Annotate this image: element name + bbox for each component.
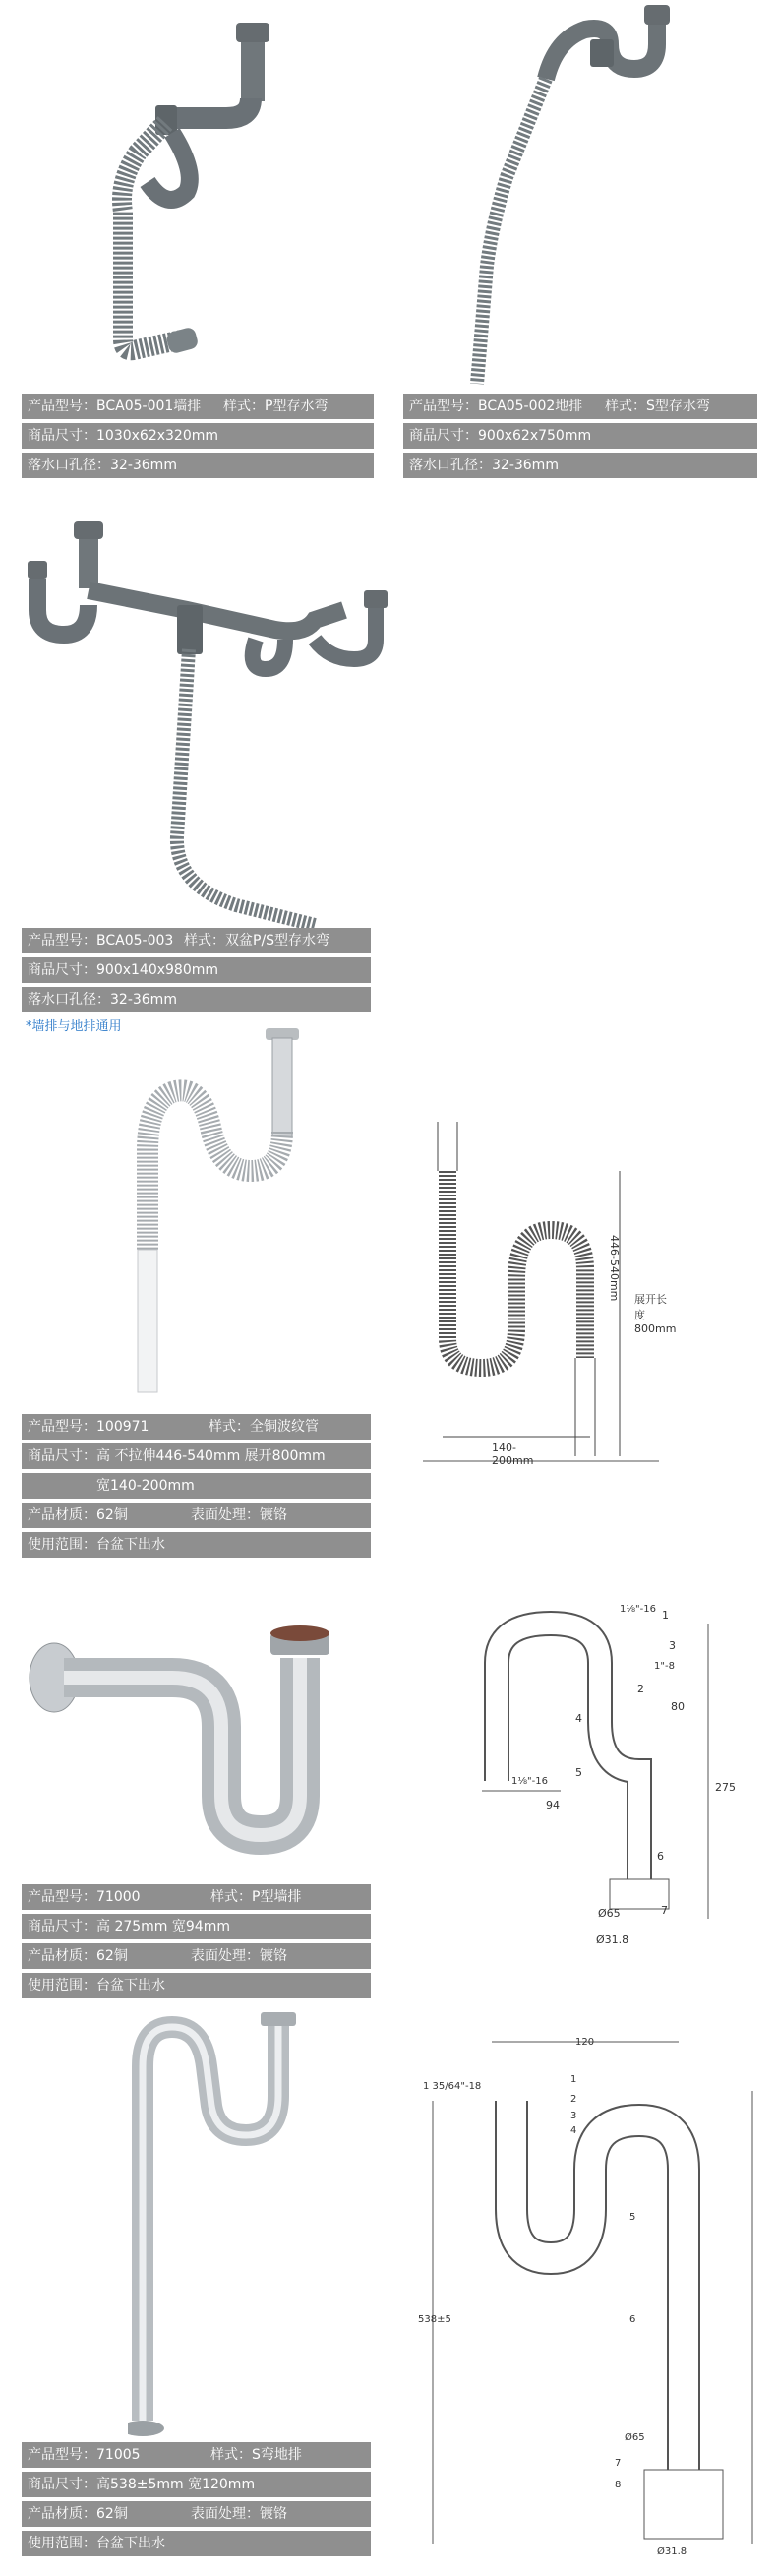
dim-top: 120 bbox=[575, 2037, 595, 2048]
corrugated-copper-pipe-image bbox=[133, 1023, 310, 1397]
callout-1: 1 bbox=[570, 2074, 577, 2085]
spec-row: 商品尺寸：900x62x750mm bbox=[403, 423, 757, 449]
double-basin-trap-image bbox=[20, 512, 393, 935]
p-trap-technical-drawing bbox=[462, 1604, 728, 1929]
dim-65: Ø65 bbox=[598, 1907, 621, 1920]
spec-row: 宽140-200mm bbox=[22, 1473, 371, 1499]
spec-row: 产品型号：BCA05-002地排 样式：S型存水弯 bbox=[403, 394, 757, 419]
dim-31: Ø31.8 bbox=[596, 1933, 629, 1946]
spec-row: 商品尺寸：高538±5mm 宽120mm bbox=[22, 2472, 371, 2497]
spec-row: 产品材质：62铜 表面处理：镀铬 bbox=[22, 2501, 371, 2527]
callout-7: 7 bbox=[615, 2458, 622, 2469]
spec-row: 产品型号：71005 样式：S弯地排 bbox=[22, 2442, 371, 2468]
callout-6: 6 bbox=[629, 2314, 636, 2325]
corrugated-pipe-drawing bbox=[423, 1112, 659, 1466]
dim-diameter: Ø31.8 bbox=[657, 2546, 687, 2557]
product-1 bbox=[0, 0, 374, 484]
spec-row: 产品材质：62铜 表面处理：镀铬 bbox=[22, 1503, 371, 1528]
spec-row: 落水口孔径：32-36mm bbox=[403, 453, 757, 478]
spec-row: 落水口孔径：32-36mm bbox=[22, 987, 371, 1012]
dim-80: 80 bbox=[671, 1700, 685, 1713]
thread-label-3: 1"-8 bbox=[654, 1661, 675, 1672]
spec-row: 产品型号：BCA05-001墙排 样式：P型存水弯 bbox=[22, 394, 374, 419]
thread-label-2: 1⅛"-16 bbox=[511, 1776, 548, 1787]
callout-1: 1 bbox=[662, 1609, 669, 1622]
callout-4: 4 bbox=[575, 1712, 582, 1725]
spec-row: 产品型号：71000 样式：P型墙排 bbox=[22, 1884, 371, 1910]
product-2 bbox=[388, 0, 762, 484]
p-trap-chrome-image bbox=[25, 1619, 379, 1865]
spec-row: 商品尺寸：900x140x980mm bbox=[22, 957, 371, 983]
dim-275: 275 bbox=[715, 1781, 736, 1794]
callout-4: 4 bbox=[570, 2125, 577, 2136]
spec-row: 商品尺寸：高 不拉伸446-540mm 展开800mm bbox=[22, 1443, 371, 1469]
drawing-expanded-label: 展开长度800mm bbox=[634, 1293, 677, 1335]
callout-2: 2 bbox=[570, 2094, 577, 2105]
dim-height: 538±5 bbox=[418, 2314, 451, 2325]
spec-row: 使用范围：台盆下出水 bbox=[22, 2531, 371, 2556]
note-text: *墙排与地排通用 bbox=[26, 1019, 122, 1034]
spec-row: 商品尺寸：1030x62x320mm bbox=[22, 423, 374, 449]
dim-65: Ø65 bbox=[625, 2432, 645, 2443]
product-6 bbox=[0, 2007, 777, 2576]
callout-6: 6 bbox=[657, 1850, 664, 1863]
product-5 bbox=[0, 1584, 777, 1997]
s-trap-technical-drawing bbox=[413, 2032, 767, 2553]
drawing-width-label: 140-200mm bbox=[492, 1441, 534, 1467]
thread-label-1: 1⅛"-16 bbox=[620, 1604, 656, 1615]
spec-row: 商品尺寸：高 275mm 宽94mm bbox=[22, 1914, 371, 1939]
product-3 bbox=[0, 492, 393, 1043]
thread-label: 1 35/64"-18 bbox=[423, 2081, 482, 2092]
s-trap-floor-drain-image bbox=[448, 0, 693, 394]
spec-row: 使用范围：台盆下出水 bbox=[22, 1973, 371, 1998]
callout-3: 3 bbox=[669, 1639, 676, 1652]
callout-5: 5 bbox=[575, 1766, 582, 1779]
callout-7: 7 bbox=[661, 1904, 668, 1917]
callout-3: 3 bbox=[570, 2111, 577, 2121]
spec-row: 落水口孔径：32-36mm bbox=[22, 453, 374, 478]
spec-row: 产品型号：BCA05-003 样式：双盆P/S型存水弯 bbox=[22, 928, 371, 953]
callout-2: 2 bbox=[637, 1683, 644, 1695]
spec-row: 产品材质：62铜 表面处理：镀铬 bbox=[22, 1943, 371, 1969]
p-trap-wall-drain-image bbox=[79, 15, 305, 379]
drawing-height-label: 446-540mm bbox=[608, 1235, 621, 1302]
callout-5: 5 bbox=[629, 2212, 636, 2223]
s-trap-chrome-image bbox=[128, 2007, 325, 2440]
spec-row: 产品型号：100971 样式：全铜波纹管 bbox=[22, 1414, 371, 1440]
callout-8: 8 bbox=[615, 2480, 622, 2490]
dim-94: 94 bbox=[546, 1799, 560, 1811]
spec-row: 使用范围：台盆下出水 bbox=[22, 1532, 371, 1558]
